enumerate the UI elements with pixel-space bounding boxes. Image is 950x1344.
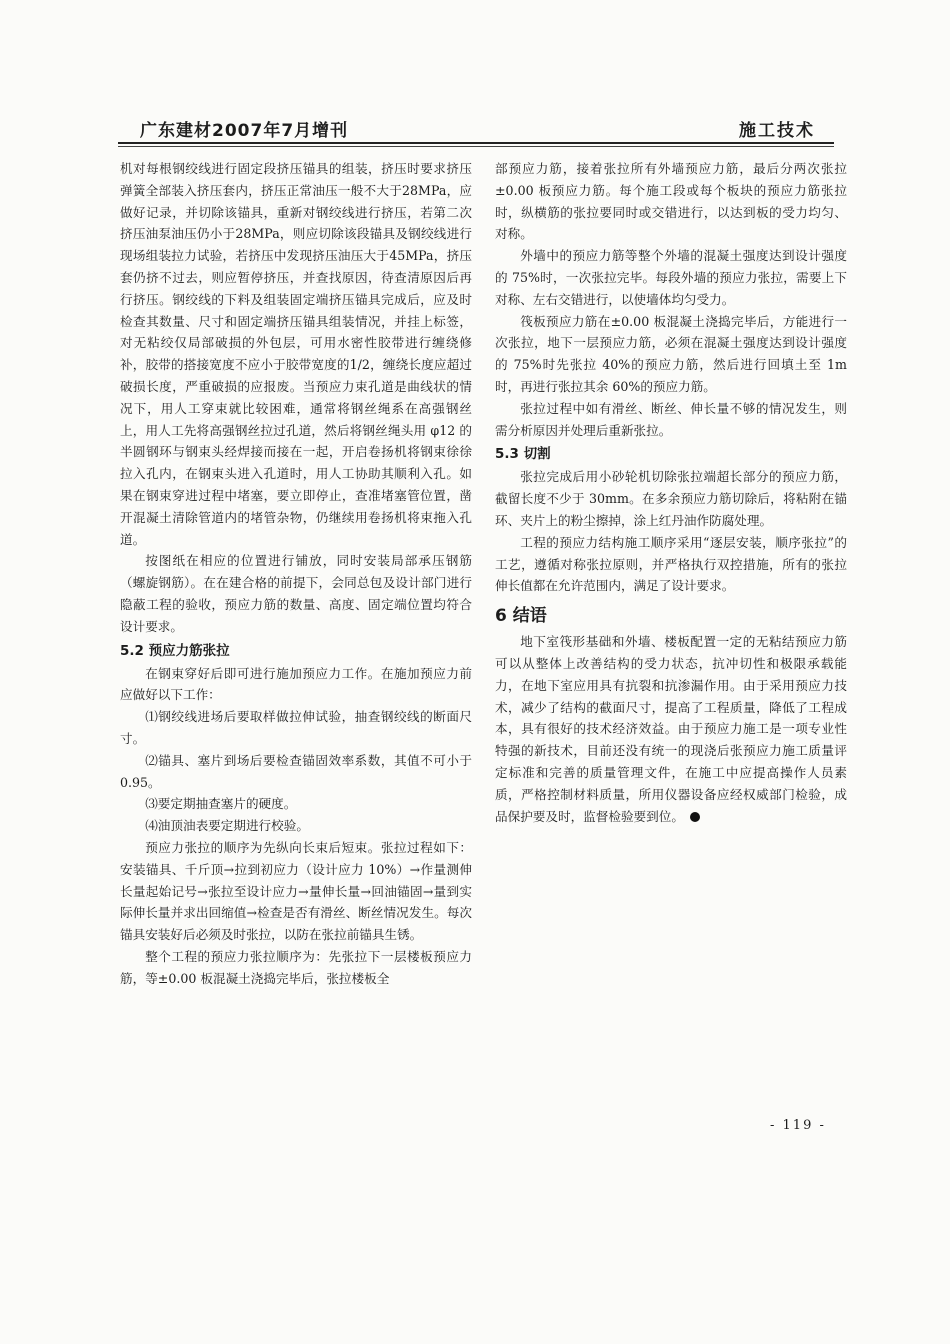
- conclusion-text: 地下室筏形基础和外墙、楼板配置一定的无粘结预应力筋可以从整体上改善结构的受力状态，抗冲切性和极限承载能力，在地下室应用具有抗裂和抗渗漏作用。由于采用预应力技术，减少了结构的截面尺寸，提高了工程质量，降低了工程成本，具有很好的技术经济效益。由于预应力施工是一项专业性特强的新技术，目前还没有统一的现浇后张预应力施工质量评定标准和完善的质量管理文件，在施工中应提高操作人员素质，严格控制材料质量，所用仪器设备应经权威部门检验，成品保护要及时，监督检验要到位。: [495, 634, 847, 824]
- header-rule-thick: [118, 142, 834, 144]
- end-mark-icon: [690, 812, 700, 822]
- list-item: ⑴钢绞线进场后要取样做拉伸试验，抽查钢绞线的断面尺寸。: [120, 709, 472, 746]
- header-rule-thin: [118, 146, 834, 147]
- list-item: ⑷油顶油表要定期进行校验。: [145, 818, 309, 834]
- section-tag: 施工技术: [739, 121, 815, 141]
- running-header: [118, 116, 833, 142]
- paragraph: 按图纸在相应的位置进行铺放，同时安装局部承压钢筋（螺旋钢筋）。在在建合格的前提下，会同总包及设计部门进行隐蔽工程的验收，预应力筋的数量、高度、固定端位置均符合设计要求。: [120, 553, 472, 634]
- paragraph: 张拉完成后用小砂轮机切除张拉端超长部分的预应力筋，截留长度不少于 30mm。在多余预应力筋切除后，将粘附在锚环、夹片上的粉尘擦掉，涂上红丹油作防腐处理。: [495, 469, 847, 528]
- section-heading-5-3: 5.3 切割: [495, 446, 551, 463]
- right-column: [495, 158, 847, 827]
- section-heading-5-2: 5.2 预应力筋张拉: [120, 642, 230, 659]
- paragraph: 筏板预应力筋在±0.00 板混凝土浇捣完毕后，方能进行一次张拉，地下一层预应力筋，必须在混凝土强度达到设计强度的 75%时先张拉 40%的预应力筋，然后进行回填土至 1m 时，再进行张拉其余 60%的预应力筋。: [495, 313, 847, 394]
- paragraph: 在钢束穿好后即可进行施加预应力工作。在施加预应力前应做好以下工作：: [120, 665, 472, 703]
- paragraph: 张拉过程中如有滑丝、断丝、伸长量不够的情况发生，则需分析原因并处理后重新张拉。: [495, 400, 847, 438]
- page-number: - 119 -: [770, 1118, 826, 1133]
- conclusion-paragraph: [495, 631, 847, 827]
- paragraph: 工程的预应力结构施工顺序采用“逐层安装，顺序张拉”的工艺，遵循对称张拉原则，并严格执行双控措施，所有的张拉伸长值都在允许范围内，满足了设计要求。: [495, 534, 847, 594]
- paragraph: 外墙中的预应力筋等整个外墙的混凝土强度达到设计强度的 75%时，一次张拉完毕。每段外墙的预应力张拉，需要上下对称、左右交错进行，以使墙体均匀受力。: [495, 248, 847, 307]
- list-item: ⑶要定期抽查塞片的硬度。: [145, 796, 297, 812]
- list-item: ⑵锚具、塞片到场后要检查锚固效率系数，其值不可小于 0.95。: [120, 752, 472, 790]
- journal-title: 广东建材2007年7月增刊: [140, 121, 349, 141]
- paragraph: 整个工程的预应力张拉顺序为：先张拉下一层楼板预应力筋，等±0.00 板混凝土浇捣完毕后，张拉楼板全: [120, 948, 472, 986]
- section-heading-6: 6 结语: [495, 606, 547, 627]
- paragraph: 机对每根钢绞线进行固定段挤压锚具的组装，挤压时要求挤压弹簧全部装入挤压套内，挤压正常油压一般不大于28MPa，应做好记录，并切除该锚具，重新对钢绞线进行挤压，若第二次挤压油泵油压仍小于28MPa，则应切除该段锚具及钢绞线进行现场组装拉力试验，若挤压中发现挤压油压大于45MPa，挤压套仍挤不过去，则应暂停挤压，并查找原因，待查清原因后再行挤压。钢绞线的下料及组装固定端挤压锚具完成后，应及时检查其数量、尺寸和固定端挤压锚具组装情况，并挂上标签，对无粘绞仅局部破损的外包层，可用水密性胶带进行缠绕修补，胶带的搭接宽度不应小于胶带宽度的1/2，缠绕长度应超过破损长度，严重破损的应报废。当预应力束孔道是曲线状的情况下，用人工穿束就比较困难，通常将钢丝绳系在高强钢丝上，用人工先将高强钢丝拉过孔道，然后将钢丝绳头用 φ12 的半圆钢环与钢束头经焊接而接在一起，开启卷扬机将钢束徐徐拉入孔内，在钢束头进入孔道时，用人工协助其顺利入孔。如果在钢束穿进过程中堵塞，要立即停止，查准堵塞管位置，凿开混凝土清除管道内的堵管杂物，仍继续用卷扬机将束拖入孔道。: [120, 161, 472, 547]
- paragraph: 部预应力筋，接着张拉所有外墙预应力筋，最后分两次张拉±0.00 板预应力筋。每个施工段或每个板块的预应力筋张拉时，纵横筋的张拉要同时或交错进行，以达到板的受力均匀、对称。: [495, 161, 847, 242]
- paragraph: 预应力张拉的顺序为先纵向长束后短束。张拉过程如下：安装锚具、千斤顶→拉到初应力（设计应力 10%）→作量测伸长量起始记号→张拉至设计应力→量伸长量→回油锚固→量到实际伸长量并求出回缩值→检查是否有滑丝、断丝情况发生。每次锚具安装好后必须及时张拉，以防在张拉前锚具生锈。: [120, 839, 472, 943]
- left-column: [120, 158, 472, 989]
